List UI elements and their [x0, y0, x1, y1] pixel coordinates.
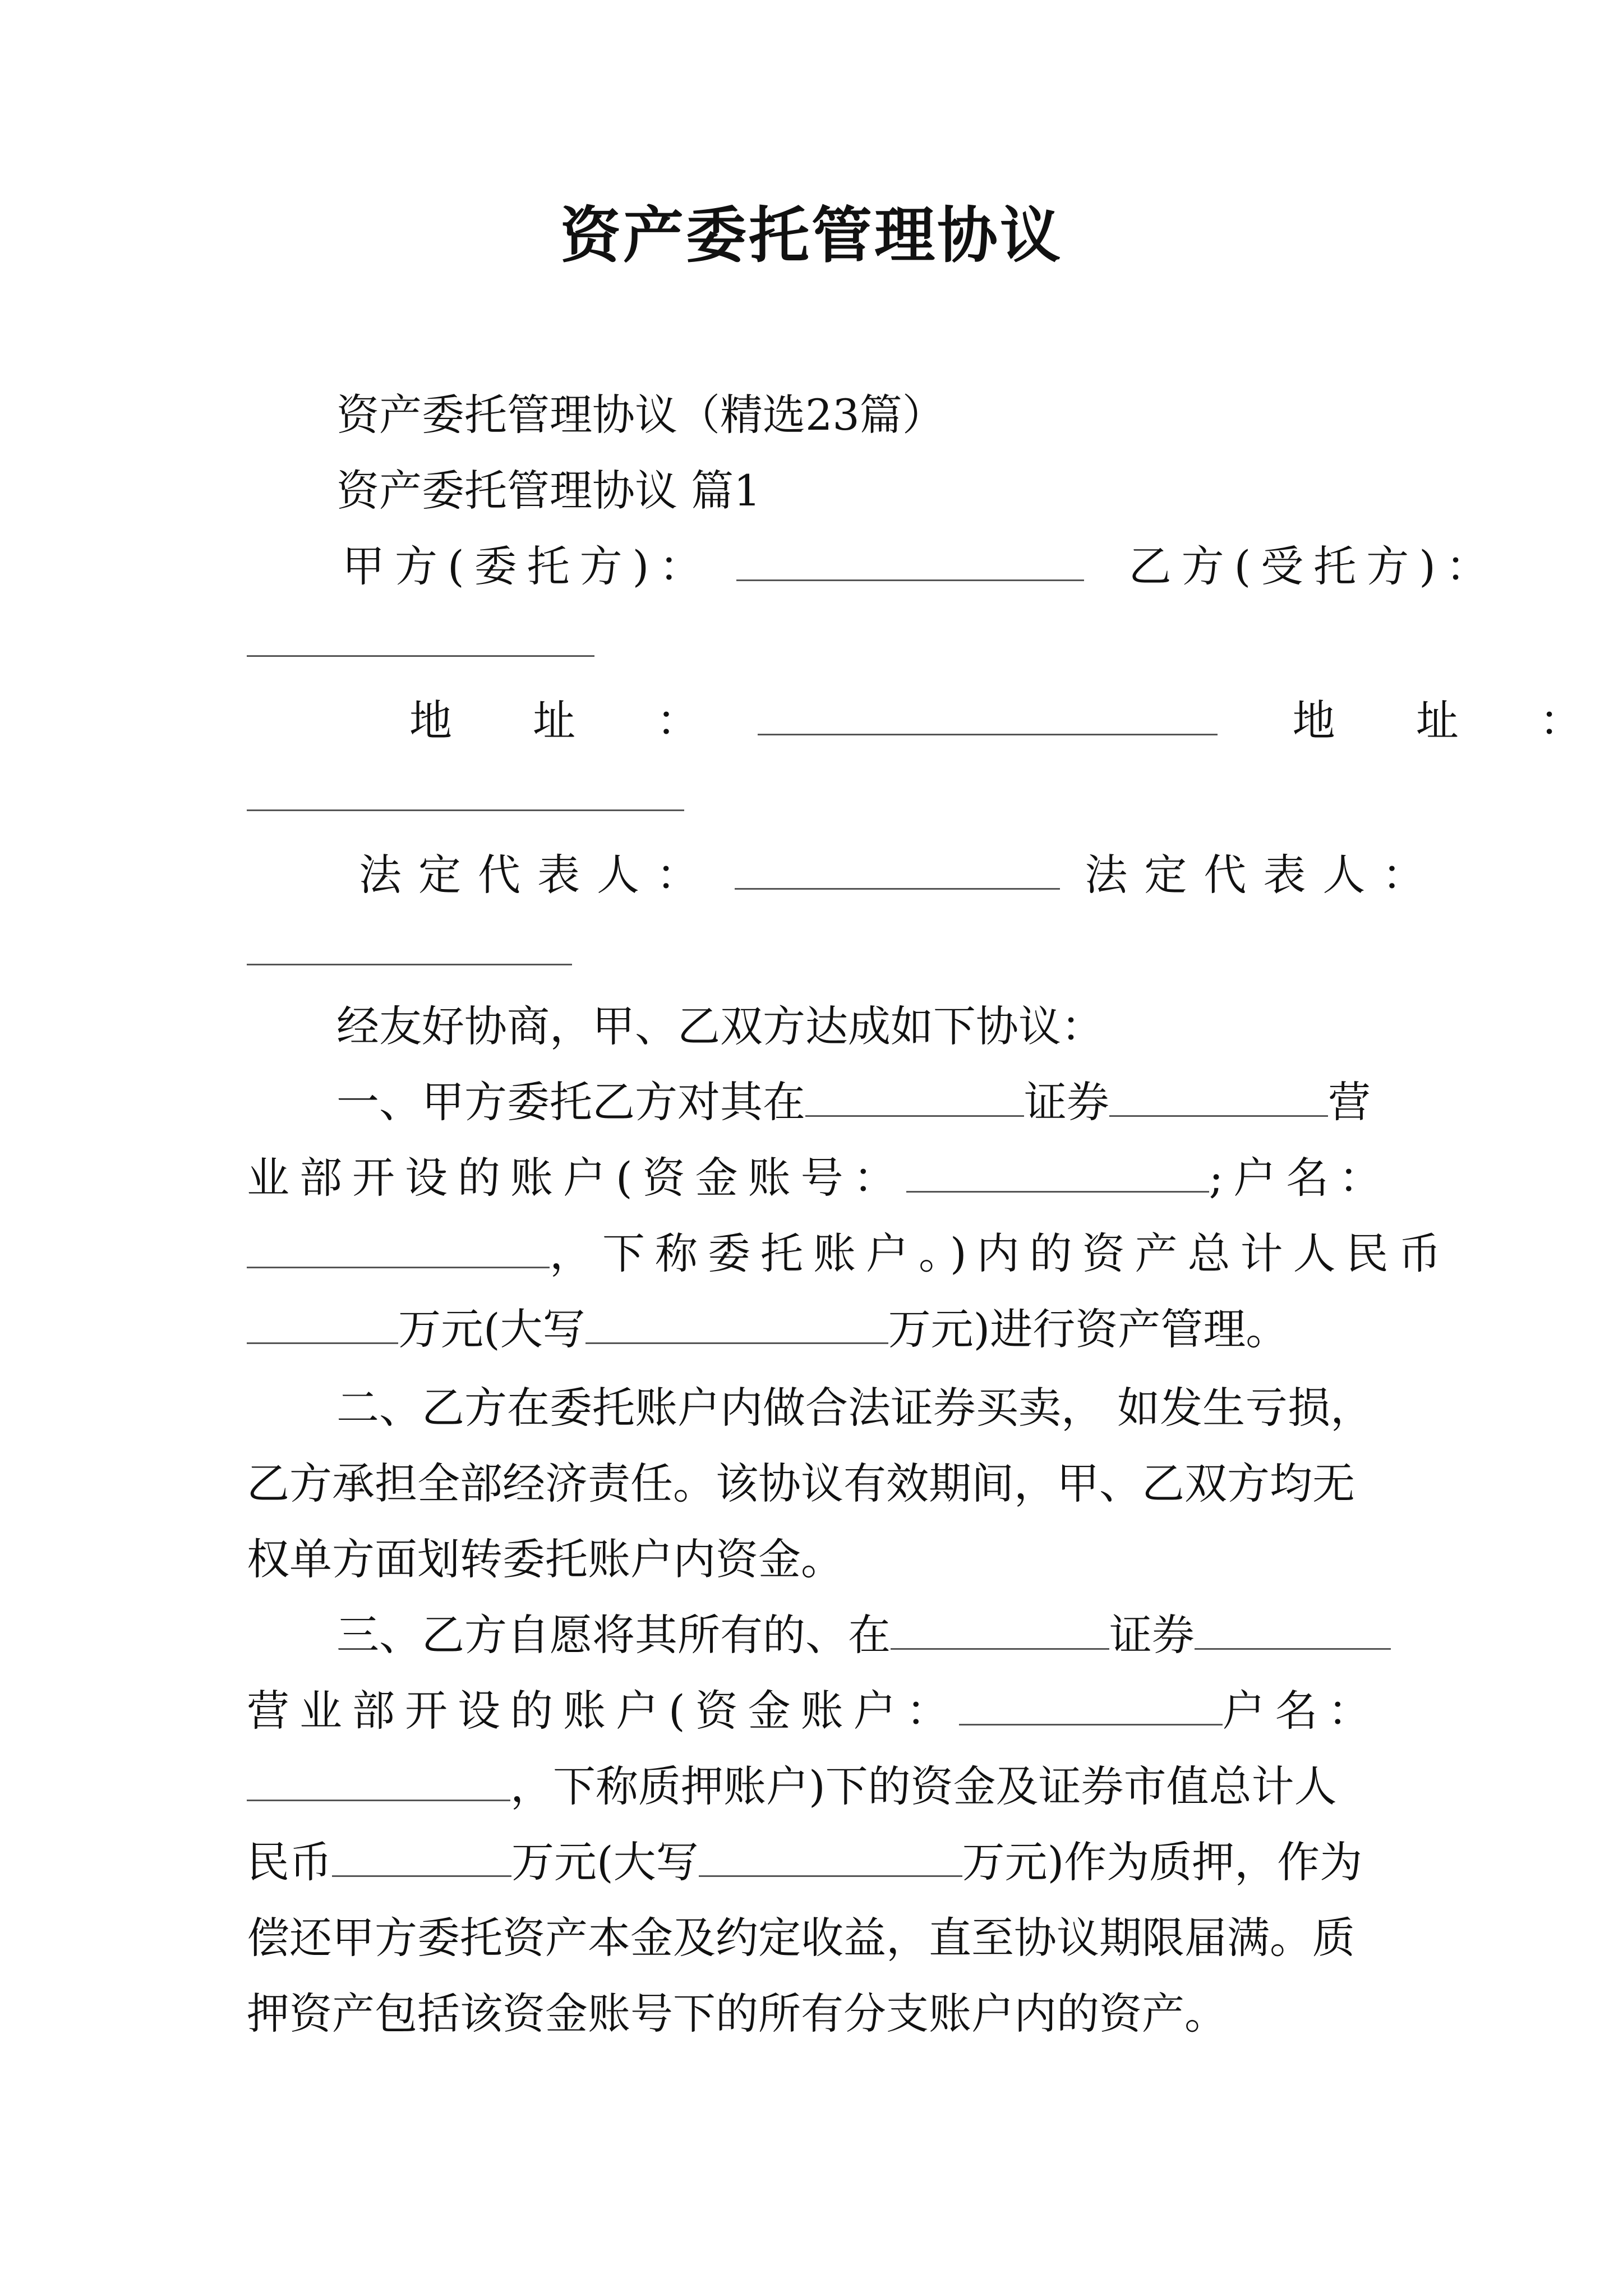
clause3-text-b: 证券: [1109, 1610, 1195, 1660]
clause1-text-b: 证券: [1024, 1077, 1109, 1127]
section-heading: 资产委托管理协议 篇1: [336, 466, 761, 516]
clause2-line1: 二、乙方在委托账户内做合法证券买卖， 如发生亏损，: [336, 1383, 1373, 1433]
clause1-line1: [336, 1074, 1385, 1130]
party-b-label: 乙方(受托方)：: [1128, 541, 1498, 591]
clause1-line3: [247, 1226, 1451, 1282]
clause2-line2: 乙方承担全部经济责任。该协议有效期间，甲、乙双方均无: [247, 1458, 1355, 1508]
clause3-amount-blank: [332, 1836, 511, 1877]
rep-b-label: 法定代表人：: [1085, 850, 1442, 900]
clause1-line2: [247, 1150, 1392, 1206]
representative-row: [359, 847, 1442, 903]
clause1-text-f: ，下称委托账户。)内的资产总计人民币: [550, 1228, 1451, 1278]
rep-b-blank-row: [247, 923, 1385, 979]
document-subtitle: 资产委托管理协议（精选23篇）: [336, 390, 945, 440]
clause1-text-h: 万元)进行资产管理。: [888, 1304, 1289, 1354]
clause3-securities-blank: [891, 1609, 1109, 1650]
clause1-text-c: 营: [1328, 1077, 1371, 1127]
clause3-text-g: 万元(大写: [511, 1837, 699, 1887]
clause1-branch-blank: [1109, 1076, 1328, 1117]
address-a-blank: [758, 694, 1218, 735]
clause3-line6: 押资产包括该资金账号下的所有分支账户内的资产。: [247, 1989, 1227, 2039]
clause3-line1: [336, 1607, 1385, 1663]
clause3-branch-blank: [1195, 1609, 1391, 1650]
clause1-amount-blank: [247, 1303, 398, 1344]
clause1-amount-words-blank: [585, 1303, 888, 1344]
clause3-line5: 偿还甲方委托资产本金及约定收益，直至协议期限届满。质: [247, 1913, 1355, 1963]
party-b-blank-row: [247, 614, 1385, 670]
rep-b-blank: [247, 924, 572, 965]
clause1-text-e: ;户名：: [1209, 1153, 1392, 1203]
clause3-text-h: 万元)作为质押，作为: [962, 1837, 1363, 1887]
party-a-blank: [736, 540, 1084, 581]
clause1-name-blank: [247, 1227, 550, 1268]
clause1-text-a: 一、甲方委托乙方对其在: [336, 1077, 805, 1127]
clause1-text-g: 万元(大写: [398, 1304, 585, 1354]
clause2-line3: 权单方面划转委托账户内资金。: [247, 1534, 843, 1584]
clause3-text-c: 营业部开设的账户(资金账户：: [247, 1686, 959, 1736]
address-a-label: 地 址 ：: [409, 696, 733, 746]
clause3-text-a: 三、乙方自愿将其所有的、在: [336, 1610, 891, 1660]
clause1-account-blank: [906, 1152, 1209, 1193]
party-row: [342, 539, 1498, 595]
intro-paragraph: 经友好协商，甲、乙双方达成如下协议：: [336, 1001, 1104, 1051]
clause3-amount-words-blank: [699, 1836, 962, 1877]
address-b-blank-row: [247, 769, 1385, 825]
clause3-name-blank: [247, 1760, 510, 1801]
party-a-label: 甲方(委托方)：: [342, 541, 712, 591]
clause3-text-e: ，下称质押账户)下的资金及证券市值总计人: [510, 1761, 1337, 1811]
rep-a-label: 法定代表人：: [359, 850, 716, 900]
clause3-line3: [247, 1759, 1385, 1815]
clause3-line2: [247, 1683, 1385, 1739]
clause3-text-f: 民币: [247, 1837, 332, 1887]
clause3-account-blank: [959, 1685, 1223, 1726]
address-b-label: 地 址 ：: [1292, 696, 1616, 746]
clause1-text-d: 业部开设的账户(资金账号：: [247, 1153, 906, 1203]
party-b-blank: [247, 616, 594, 657]
clause3-line4: [247, 1834, 1385, 1890]
address-b-blank: [247, 770, 684, 811]
document-title: 资产委托管理协议: [560, 200, 1063, 271]
rep-a-blank: [735, 849, 1060, 890]
clause1-securities-blank: [805, 1076, 1024, 1117]
clause3-text-d: 户名：: [1222, 1686, 1381, 1736]
clause1-line4: [247, 1301, 1385, 1358]
address-row: [409, 693, 1616, 749]
